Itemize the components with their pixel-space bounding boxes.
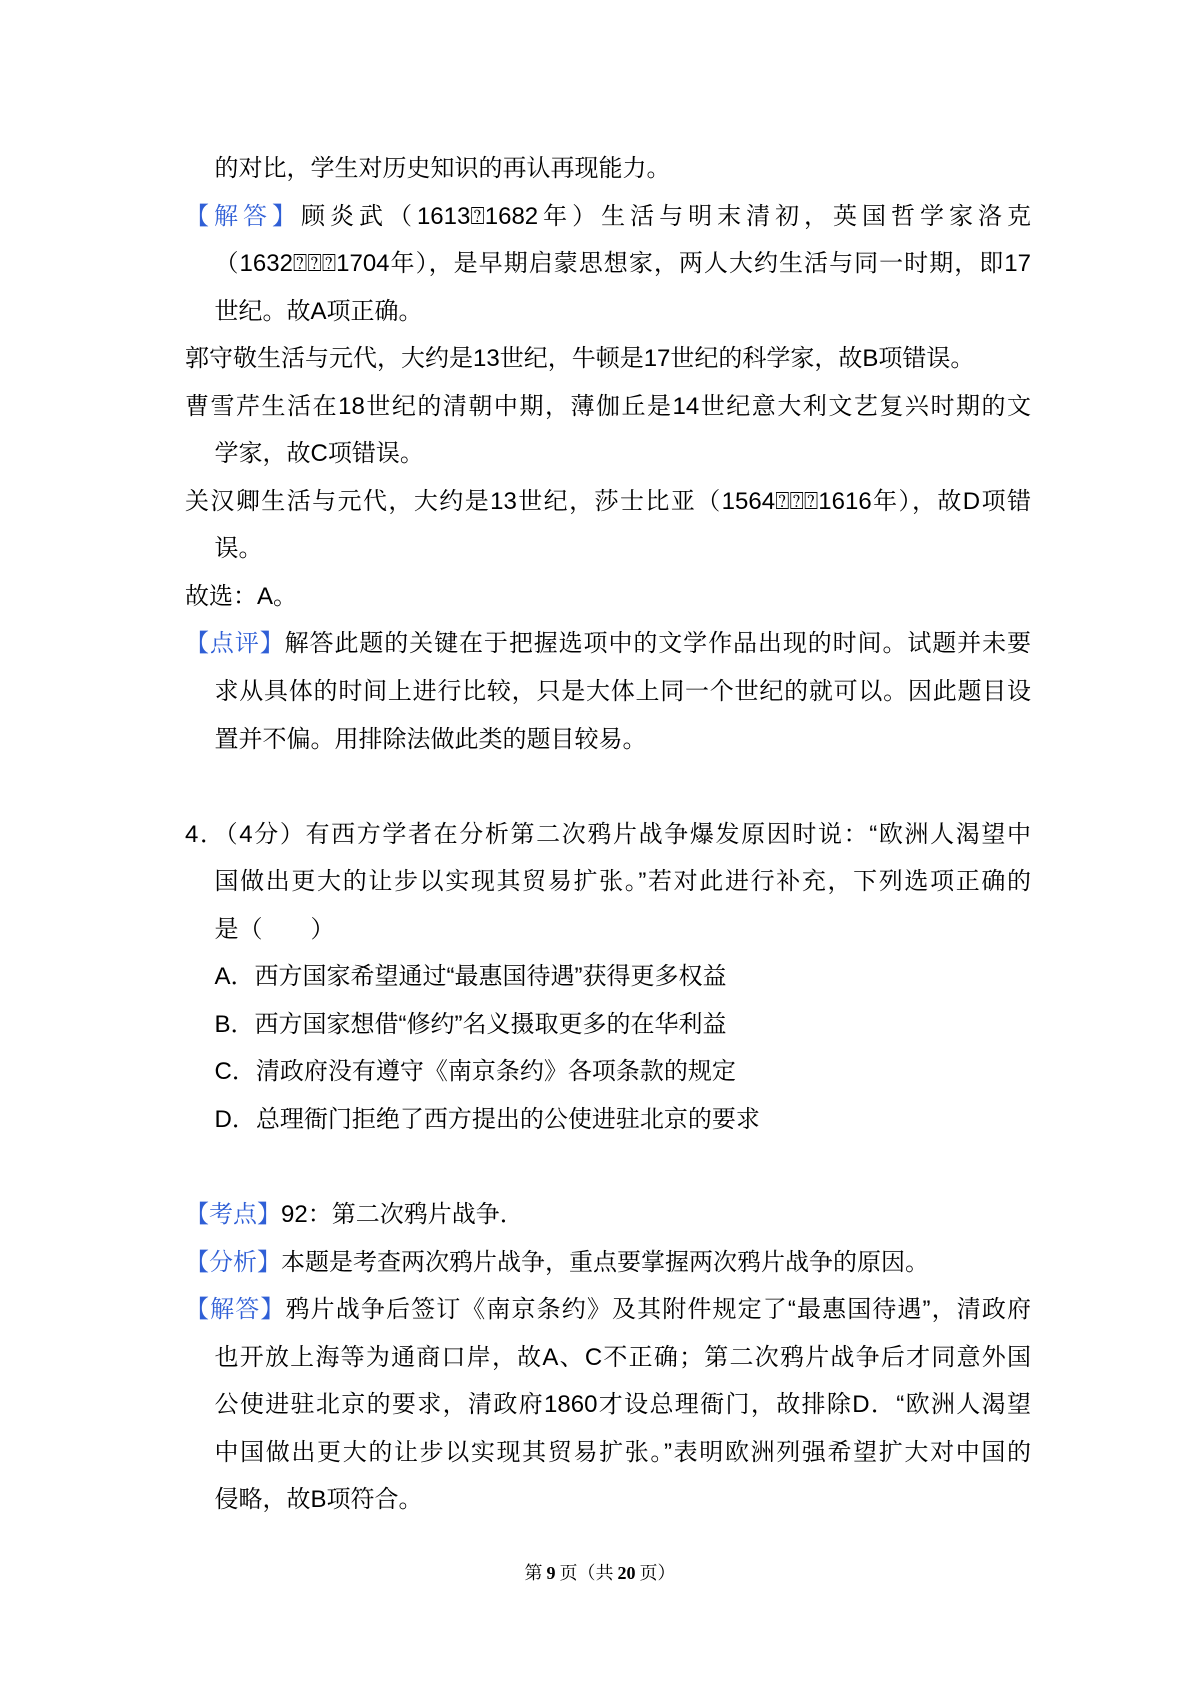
question-score: （4分）	[225, 820, 306, 848]
analysis-text: 本题是考查两次鸦片战争，重点要掌握两次鸦片战争的原因。	[281, 1248, 929, 1276]
q3-answer-paragraph-line: 学家，故C项错误。	[214, 440, 424, 468]
q3-answer-line: 世纪。故A项正确。	[214, 297, 423, 325]
q3-answer-paragraph-line: 郭守敬生活与元代，大约是13世纪，牛顿是17世纪的科学家，故B项错误。	[185, 345, 975, 373]
q4-exam-point-line	[185, 1191, 1031, 1239]
option-b	[185, 1001, 1031, 1049]
q3-choice-line: 故选：A。	[185, 582, 298, 610]
comment-label: 【点评】	[185, 630, 285, 658]
q4-answer-line: 公使进驻北京的要求，清政府1860才设总理衙门，故排除D．“欧洲人渴望	[214, 1391, 1031, 1419]
answer-label: 【解答】	[185, 1296, 286, 1324]
q3-answer-paragraph-line: 误。	[214, 535, 263, 563]
answer-text: 鸦片战争后签订《南京条约》及其附件规定了“最惠国待遇”，清政府	[285, 1296, 1032, 1324]
option-text: 西方国家想借“修约”名义摄取更多的在华利益	[254, 1010, 727, 1038]
q4-stem-line: 国做出更大的让步以实现其贸易扩张。”若对此进行补充，下列选项正确的	[214, 868, 1031, 896]
option-text: 西方国家希望通过“最惠国待遇”获得更多权益	[254, 963, 727, 991]
option-letter: A．	[214, 963, 255, 991]
question-number: 4．	[185, 820, 226, 848]
footer-suffix: 页）	[639, 1563, 676, 1583]
option-c	[185, 1048, 1031, 1096]
q4-answer-line: 中国做出更大的让步以实现其贸易扩张。”表明欧洲列强希望扩大对中国的	[214, 1438, 1031, 1466]
blank-line	[185, 1143, 1031, 1191]
exam-point-label: 【考点】	[185, 1201, 281, 1229]
option-d	[185, 1096, 1031, 1144]
option-letter: C．	[214, 1058, 256, 1086]
option-text: 总理衙门拒绝了西方提出的公使进驻北京的要求	[255, 1105, 760, 1133]
comment-text: 解答此题的关键在于把握选项中的文学作品出现的时间。试题并未要	[284, 630, 1032, 658]
q4-answer-line: 侵略，故B项符合。	[214, 1486, 423, 1514]
analysis-label: 【分析】	[185, 1248, 281, 1276]
exam-point-text: 92：第二次鸦片战争．	[281, 1201, 524, 1229]
q4-answer-line	[185, 1286, 1031, 1334]
q3-comment-line: 求从具体的时间上进行比较，只是大体上同一个世纪的就可以。因此题目设	[214, 678, 1031, 706]
footer-middle: 页（共	[559, 1563, 614, 1583]
blank-line	[185, 763, 1031, 811]
page-body	[185, 145, 1031, 1524]
page-footer	[0, 1561, 1200, 1585]
option-letter: D．	[214, 1105, 256, 1133]
current-page-number: 9	[546, 1563, 556, 1583]
option-text: 清政府没有遵守《南京条约》各项条款的规定	[255, 1058, 736, 1086]
question-stem-text: 有西方学者在分析第二次鸦片战争爆发原因时说：“欧洲人渴望中	[305, 820, 1031, 848]
q3-answer-line: （1632⍰⍰⍰1704年），是早期启蒙思想家，两人大约生活与同一时期，即17	[214, 250, 1031, 278]
q4-stem-line: 是（ ）	[214, 915, 335, 943]
option-letter: B．	[214, 1010, 255, 1038]
q4-answer-line: 也开放上海等为通商口岸，故A、C不正确；第二次鸦片战争后才同意外国	[214, 1343, 1031, 1371]
footer-prefix: 第	[524, 1563, 543, 1583]
q3-comment-line: 置并不偏。用排除法做此类的题目较易。	[214, 725, 647, 753]
q4-stem-line	[185, 811, 1031, 859]
q3-comment-line	[185, 620, 1031, 668]
option-a	[185, 953, 1031, 1001]
total-page-count: 20	[617, 1563, 636, 1583]
q3-answer-paragraph-line: 曹雪芹生活在18世纪的清朝中期，薄伽丘是14世纪意大利文艺复兴时期的文	[185, 392, 1031, 420]
answer-text: 顾炎武（1613⍰1682年）生活与明末清初，英国哲学家洛克	[300, 202, 1032, 230]
answer-label: 【解答】	[185, 202, 301, 230]
q3-answer-paragraph-line: 关汉卿生活与元代，大约是13世纪，莎士比亚（1564⍰⍰⍰1616年），故D项错	[185, 487, 1031, 515]
analysis-tail-line: 的对比，学生对历史知识的再认再现能力。	[214, 155, 671, 182]
q4-analysis-line	[185, 1239, 1031, 1287]
q3-answer-line	[185, 193, 1031, 241]
